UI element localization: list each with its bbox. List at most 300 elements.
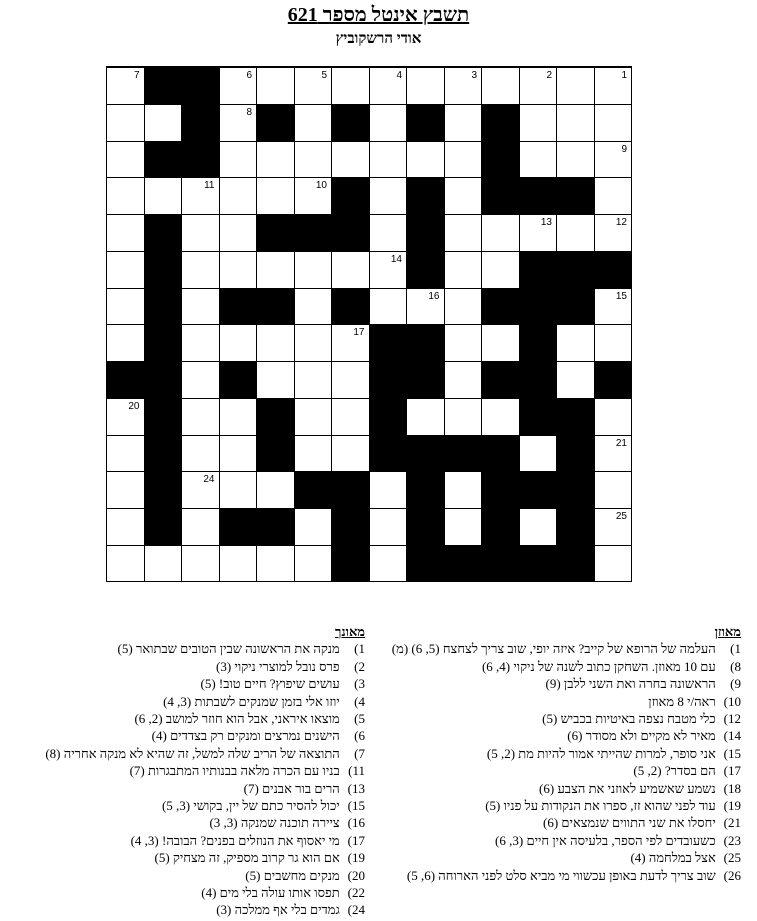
grid-cell[interactable] bbox=[219, 398, 257, 435]
grid-cell[interactable] bbox=[106, 141, 144, 178]
grid-cell[interactable] bbox=[594, 67, 632, 104]
grid-cell[interactable] bbox=[294, 508, 332, 545]
grid-cell[interactable] bbox=[331, 324, 369, 361]
grid-cell[interactable] bbox=[406, 67, 444, 104]
grid-cell[interactable] bbox=[444, 104, 482, 141]
black-cell bbox=[481, 508, 519, 545]
black-cell bbox=[256, 435, 294, 472]
clue-number: 19) bbox=[347, 850, 365, 866]
clue-number: 17) bbox=[723, 763, 741, 779]
clue-text: יוזו אלי בזמן שמנקים לשבתות (3, 4) bbox=[163, 693, 340, 709]
black-cell bbox=[331, 104, 369, 141]
grid-cell[interactable] bbox=[294, 141, 332, 178]
down-heading: מאונך bbox=[335, 624, 365, 639]
grid-cell[interactable] bbox=[594, 435, 632, 472]
clue-number: 10) bbox=[723, 693, 741, 709]
black-cell bbox=[369, 324, 407, 361]
black-cell bbox=[294, 214, 332, 251]
clue-text: מנקים מחשבים (5) bbox=[245, 867, 340, 883]
grid-cell[interactable] bbox=[369, 67, 407, 104]
black-cell bbox=[181, 104, 219, 141]
grid-cell[interactable] bbox=[444, 361, 482, 398]
cell-number: 20 bbox=[128, 400, 140, 412]
grid-cell[interactable] bbox=[369, 471, 407, 508]
black-cell bbox=[144, 288, 182, 325]
grid-cell[interactable] bbox=[106, 214, 144, 251]
clue-number: 7) bbox=[354, 745, 365, 761]
black-cell bbox=[331, 288, 369, 325]
clue-number: 13) bbox=[347, 780, 365, 796]
clue-number: 23) bbox=[723, 832, 741, 848]
across-heading: מאוזן bbox=[714, 624, 741, 639]
black-cell bbox=[369, 435, 407, 472]
grid-cell[interactable] bbox=[444, 251, 482, 288]
black-cell bbox=[556, 435, 594, 472]
clue-text: נשמע שאשמיע לאוזני את הצבע (6) bbox=[539, 780, 716, 796]
across-clue bbox=[361, 745, 741, 762]
black-cell bbox=[256, 508, 294, 545]
grid-cell[interactable] bbox=[181, 288, 219, 325]
clue-text: כשעובדים לפי הספר, בלעיסה אין חיים (3, 6) bbox=[495, 832, 716, 848]
grid-cell[interactable] bbox=[369, 177, 407, 214]
grid-cell[interactable] bbox=[256, 141, 294, 178]
grid-cell[interactable] bbox=[444, 398, 482, 435]
grid-cell[interactable] bbox=[444, 177, 482, 214]
grid-cell[interactable] bbox=[444, 508, 482, 545]
black-cell bbox=[519, 545, 557, 582]
grid-cell[interactable] bbox=[369, 508, 407, 545]
black-cell bbox=[481, 471, 519, 508]
down-clue bbox=[5, 675, 365, 692]
grid-cell[interactable] bbox=[181, 214, 219, 251]
black-cell bbox=[144, 214, 182, 251]
clue-number: 22) bbox=[347, 885, 365, 901]
across-clue bbox=[361, 780, 741, 797]
grid-cell[interactable] bbox=[406, 398, 444, 435]
black-cell bbox=[481, 435, 519, 472]
grid-cell[interactable] bbox=[406, 141, 444, 178]
grid-cell[interactable] bbox=[106, 398, 144, 435]
black-cell bbox=[181, 141, 219, 178]
clue-number: 1) bbox=[730, 641, 741, 657]
grid-cell[interactable] bbox=[256, 251, 294, 288]
black-cell bbox=[331, 214, 369, 251]
grid-cell[interactable] bbox=[556, 361, 594, 398]
black-cell bbox=[519, 288, 557, 325]
clue-number: 2) bbox=[354, 658, 365, 674]
black-cell bbox=[519, 177, 557, 214]
clue-text: תפסו אותו עולה בלי מים (4) bbox=[201, 885, 340, 901]
grid-cell[interactable] bbox=[219, 177, 257, 214]
grid-cell[interactable] bbox=[444, 324, 482, 361]
cell-number: 7 bbox=[133, 70, 140, 81]
grid-cell[interactable] bbox=[106, 67, 144, 104]
black-cell bbox=[519, 471, 557, 508]
black-cell bbox=[144, 398, 182, 435]
grid-cell[interactable] bbox=[369, 141, 407, 178]
cell-number: 13 bbox=[540, 217, 552, 228]
grid-cell[interactable] bbox=[594, 324, 632, 361]
across-clue bbox=[361, 640, 741, 657]
black-cell bbox=[144, 508, 182, 545]
clue-number: 4) bbox=[354, 693, 365, 709]
black-cell bbox=[144, 324, 182, 361]
black-cell bbox=[219, 508, 257, 545]
black-cell bbox=[331, 177, 369, 214]
down-clue-list bbox=[5, 640, 365, 919]
grid-cell[interactable] bbox=[331, 251, 369, 288]
cell-number: 10 bbox=[315, 180, 327, 192]
cell-number: 23 bbox=[428, 474, 440, 486]
grid-cell[interactable] bbox=[519, 141, 557, 178]
black-cell bbox=[444, 435, 482, 472]
grid-cell[interactable] bbox=[369, 104, 407, 141]
black-cell bbox=[331, 471, 369, 508]
grid-cell[interactable] bbox=[294, 361, 332, 398]
grid-cell[interactable] bbox=[106, 471, 144, 508]
down-clue bbox=[5, 693, 365, 710]
clue-text: הראשונה בחרה ואת השני ללבן (9) bbox=[545, 676, 716, 692]
clue-text: בניו עם הכרה מלאה בבנותיו המתבגרות (7) bbox=[129, 763, 340, 779]
grid-cell[interactable] bbox=[144, 545, 182, 582]
down-clue bbox=[5, 832, 365, 849]
grid-cell[interactable] bbox=[256, 177, 294, 214]
black-cell bbox=[406, 508, 444, 545]
clue-text: יחסלו את שני התווים שנמצאים (6) bbox=[543, 815, 716, 831]
grid-cell[interactable] bbox=[294, 324, 332, 361]
grid-cell[interactable] bbox=[294, 177, 332, 214]
black-cell bbox=[106, 361, 144, 398]
grid-cell[interactable] bbox=[594, 177, 632, 214]
clue-text: אני סופר, למרות שהייתי אמור להיות מת (2, 5) bbox=[486, 745, 716, 761]
black-cell bbox=[256, 214, 294, 251]
clue-number: 20) bbox=[347, 867, 365, 883]
cell-number: 6 bbox=[246, 70, 252, 81]
clue-text: הישנים נמרצים ומנקים רק בצדדים (4) bbox=[151, 728, 340, 744]
across-clue bbox=[361, 762, 741, 779]
grid-cell[interactable] bbox=[444, 67, 482, 104]
grid-cell[interactable] bbox=[556, 67, 594, 104]
cell-number: 16 bbox=[428, 290, 440, 302]
grid-cell[interactable] bbox=[519, 508, 557, 545]
down-clue bbox=[5, 814, 365, 831]
across-clue bbox=[361, 797, 741, 814]
cell-number: 19 bbox=[278, 400, 290, 412]
black-cell bbox=[481, 141, 519, 178]
clue-text: הרים בור אבנים (7) bbox=[243, 780, 340, 796]
black-cell bbox=[519, 361, 557, 398]
grid-cell[interactable] bbox=[181, 361, 219, 398]
grid-cell[interactable] bbox=[256, 471, 294, 508]
clue-number: 14) bbox=[723, 728, 741, 744]
grid-cell[interactable] bbox=[444, 214, 482, 251]
down-clue bbox=[5, 727, 365, 744]
grid-cell[interactable] bbox=[294, 104, 332, 141]
down-clue bbox=[5, 884, 365, 901]
clue-number: 18) bbox=[723, 780, 741, 796]
clue-number: 11) bbox=[348, 763, 365, 779]
black-cell bbox=[219, 361, 257, 398]
down-clue bbox=[5, 780, 365, 797]
grid-cell[interactable] bbox=[181, 435, 219, 472]
clue-text: שוב צריך לדעת באופן עכשווי מי מביא סלט לפני הארוחה (6, 5) bbox=[406, 867, 716, 883]
grid-cell[interactable] bbox=[331, 361, 369, 398]
across-clue-list bbox=[361, 640, 741, 884]
grid-cell[interactable] bbox=[181, 324, 219, 361]
grid-cell[interactable] bbox=[256, 545, 294, 582]
grid-cell[interactable] bbox=[106, 324, 144, 361]
clue-text: התוצאה של הריב שלה למשל, זה שהיא לא מנקה אחריה (8) bbox=[45, 745, 340, 761]
clue-number: 5) bbox=[354, 711, 365, 727]
clue-number: 21) bbox=[723, 815, 741, 831]
cell-number: 14 bbox=[390, 253, 402, 265]
black-cell bbox=[519, 398, 557, 435]
grid-cell[interactable] bbox=[594, 104, 632, 141]
grid-cell[interactable] bbox=[556, 141, 594, 178]
grid-cell[interactable] bbox=[144, 177, 182, 214]
black-cell bbox=[481, 288, 519, 325]
across-clues bbox=[361, 623, 741, 884]
clue-text: עוד לפני שהוא זז, ספרו את הנקודות על פניו (5) bbox=[485, 798, 716, 814]
grid-cell[interactable] bbox=[106, 104, 144, 141]
clue-text: מי יאסוף את הנוזלים בפנים? הבובה! (3, 4) bbox=[130, 832, 340, 848]
cell-number: 11 bbox=[204, 180, 215, 192]
grid-cell[interactable] bbox=[219, 67, 257, 104]
grid-cell[interactable] bbox=[481, 251, 519, 288]
black-cell bbox=[556, 398, 594, 435]
grid-cell[interactable] bbox=[181, 177, 219, 214]
grid-cell[interactable] bbox=[106, 545, 144, 582]
black-cell bbox=[181, 67, 219, 104]
cell-number: 5 bbox=[321, 70, 327, 81]
clue-number: 26) bbox=[723, 867, 741, 883]
clue-text: העלמה של הרופא של קייב? איזה יופי, שוב צריך לצחצח (5, 6) (מ) bbox=[391, 641, 716, 657]
clue-number: 15) bbox=[723, 745, 741, 761]
cell-number: 8 bbox=[246, 106, 252, 118]
black-cell bbox=[219, 288, 257, 325]
black-cell bbox=[556, 545, 594, 582]
clue-text: מאיר לא מקיים ולא מסודר (6) bbox=[567, 728, 716, 744]
grid-cell[interactable] bbox=[594, 141, 632, 178]
black-cell bbox=[256, 398, 294, 435]
grid-cell[interactable] bbox=[331, 435, 369, 472]
grid-cell[interactable] bbox=[594, 545, 632, 582]
clue-text: אם הוא גר קרוב מספיק, זה מצחיק (5) bbox=[154, 850, 340, 866]
clue-number: 19) bbox=[723, 798, 741, 814]
cell-number: 22 bbox=[503, 437, 515, 449]
grid-cell[interactable] bbox=[294, 288, 332, 325]
down-clue bbox=[5, 710, 365, 727]
clue-number: 25) bbox=[723, 850, 741, 866]
cell-number: 24 bbox=[203, 474, 215, 486]
black-cell bbox=[594, 251, 632, 288]
black-cell bbox=[294, 471, 332, 508]
black-cell bbox=[519, 324, 557, 361]
black-cell bbox=[556, 288, 594, 325]
grid-cell[interactable] bbox=[444, 471, 482, 508]
clue-number: 12) bbox=[723, 711, 741, 727]
black-cell bbox=[481, 177, 519, 214]
across-clue bbox=[361, 675, 741, 692]
cell-number: 18 bbox=[540, 364, 552, 375]
grid-cell[interactable] bbox=[594, 398, 632, 435]
clue-number: 15) bbox=[347, 798, 365, 814]
cell-number: 3 bbox=[471, 70, 477, 81]
puzzle-title: תשבץ אינטל מספר 621 bbox=[287, 4, 470, 26]
black-cell bbox=[594, 361, 632, 398]
grid-cell[interactable] bbox=[444, 288, 482, 325]
grid-cell[interactable] bbox=[369, 214, 407, 251]
grid-cell[interactable] bbox=[481, 67, 519, 104]
grid-cell[interactable] bbox=[294, 67, 332, 104]
grid-cell[interactable] bbox=[519, 214, 557, 251]
clue-text: גמדים בלי אף ממלכה (3) bbox=[216, 902, 340, 918]
grid-cell[interactable] bbox=[594, 508, 632, 545]
cell-number: 21 bbox=[615, 437, 627, 449]
clue-text: ראה/י 8 מאוזן bbox=[648, 693, 716, 709]
black-cell bbox=[406, 324, 444, 361]
grid-cell[interactable] bbox=[294, 251, 332, 288]
across-clue bbox=[361, 814, 741, 831]
grid-cell[interactable] bbox=[519, 435, 557, 472]
black-cell bbox=[556, 251, 594, 288]
grid-cell[interactable] bbox=[181, 251, 219, 288]
grid-cell[interactable] bbox=[256, 67, 294, 104]
cell-number: 1 bbox=[621, 70, 627, 81]
clue-number: 1) bbox=[354, 641, 365, 657]
grid-cell[interactable] bbox=[406, 288, 444, 325]
grid-cell[interactable] bbox=[369, 288, 407, 325]
cell-number: 4 bbox=[396, 70, 402, 81]
clue-text: עם 10 מאוזן. השחקן כתוב לשנה של ניקוי (4, 6) bbox=[481, 658, 716, 674]
down-clue bbox=[5, 867, 365, 884]
cell-number: 17 bbox=[353, 327, 365, 339]
black-cell bbox=[406, 177, 444, 214]
grid-cell[interactable] bbox=[444, 141, 482, 178]
grid-cell[interactable] bbox=[106, 251, 144, 288]
grid-cell[interactable] bbox=[594, 288, 632, 325]
grid-cell[interactable] bbox=[219, 471, 257, 508]
clue-number: 8) bbox=[730, 658, 741, 674]
black-cell bbox=[556, 508, 594, 545]
clue-number: 17) bbox=[347, 832, 365, 848]
clue-text: כלי מטבח נצפה באיטיות בכביש (5) bbox=[542, 711, 716, 727]
grid-cell[interactable] bbox=[181, 545, 219, 582]
across-clue bbox=[361, 832, 741, 849]
black-cell bbox=[406, 361, 444, 398]
down-clue bbox=[5, 658, 365, 675]
across-clue bbox=[361, 710, 741, 727]
black-cell bbox=[369, 361, 407, 398]
grid-cell[interactable] bbox=[331, 141, 369, 178]
clue-number: 24) bbox=[347, 902, 365, 918]
grid-cell[interactable] bbox=[181, 508, 219, 545]
black-cell bbox=[144, 471, 182, 508]
black-cell bbox=[256, 104, 294, 141]
grid-cell[interactable] bbox=[144, 104, 182, 141]
cell-number: 2 bbox=[546, 70, 552, 81]
clue-text: ציירה תוכנה שמנקה (3, 3) bbox=[209, 815, 340, 831]
black-cell bbox=[519, 251, 557, 288]
grid-cell[interactable] bbox=[181, 398, 219, 435]
grid-cell[interactable] bbox=[294, 435, 332, 472]
black-cell bbox=[144, 67, 182, 104]
clue-text: אצל במלחמה (4) bbox=[630, 850, 716, 866]
grid-cell[interactable] bbox=[519, 104, 557, 141]
across-clue bbox=[361, 658, 741, 675]
black-cell bbox=[144, 141, 182, 178]
down-clue bbox=[5, 762, 365, 779]
cell-number: 12 bbox=[615, 217, 627, 228]
down-clue bbox=[5, 797, 365, 814]
grid-cell[interactable] bbox=[256, 361, 294, 398]
grid-cell[interactable] bbox=[519, 67, 557, 104]
grid-cell[interactable] bbox=[219, 545, 257, 582]
clue-text: יכול להסיר כתם של יין, בקושי (3, 5) bbox=[161, 798, 340, 814]
grid-cell[interactable] bbox=[331, 398, 369, 435]
grid-cell[interactable] bbox=[256, 324, 294, 361]
grid-cell[interactable] bbox=[219, 435, 257, 472]
crossword-grid bbox=[106, 66, 632, 582]
grid-cell[interactable] bbox=[294, 545, 332, 582]
grid-cell[interactable] bbox=[481, 398, 519, 435]
grid-cell[interactable] bbox=[219, 141, 257, 178]
grid-cell[interactable] bbox=[219, 104, 257, 141]
grid-cell[interactable] bbox=[331, 67, 369, 104]
down-clue bbox=[5, 745, 365, 762]
clue-text: מנקה את הראשונה שבין הטובים שבתואר (5) bbox=[117, 641, 340, 657]
grid-cell[interactable] bbox=[481, 214, 519, 251]
cell-number: 9 bbox=[621, 143, 627, 155]
grid-cell[interactable] bbox=[106, 435, 144, 472]
black-cell bbox=[144, 361, 182, 398]
grid-cell[interactable] bbox=[294, 398, 332, 435]
grid-cell[interactable] bbox=[219, 324, 257, 361]
grid-cell[interactable] bbox=[181, 471, 219, 508]
black-cell bbox=[256, 288, 294, 325]
grid-cell[interactable] bbox=[106, 177, 144, 214]
grid-cell[interactable] bbox=[369, 251, 407, 288]
grid-cell[interactable] bbox=[556, 214, 594, 251]
grid-cell[interactable] bbox=[556, 104, 594, 141]
black-cell bbox=[556, 471, 594, 508]
grid-cell[interactable] bbox=[219, 214, 257, 251]
across-clue bbox=[361, 693, 741, 710]
grid-cell[interactable] bbox=[219, 251, 257, 288]
clue-text: עושים שיפוץ? חיים טוב! (5) bbox=[200, 676, 340, 692]
cell-number: 26 bbox=[503, 547, 515, 559]
grid-cell[interactable] bbox=[594, 214, 632, 251]
grid-cell[interactable] bbox=[106, 288, 144, 325]
across-clue bbox=[361, 727, 741, 744]
cell-number: 25 bbox=[615, 511, 627, 522]
clue-text: הם בסדר? (2, 5) bbox=[633, 763, 716, 779]
grid-cell[interactable] bbox=[106, 508, 144, 545]
black-cell bbox=[406, 104, 444, 141]
black-cell bbox=[406, 471, 444, 508]
across-clue bbox=[361, 849, 741, 866]
clue-number: 9) bbox=[730, 676, 741, 692]
grid-cell[interactable] bbox=[594, 471, 632, 508]
black-cell bbox=[331, 545, 369, 582]
grid-cell[interactable] bbox=[481, 324, 519, 361]
cell-number: 15 bbox=[615, 290, 627, 302]
clue-number: 16) bbox=[347, 815, 365, 831]
down-clue bbox=[5, 640, 365, 657]
grid-cell[interactable] bbox=[369, 545, 407, 582]
grid-cell[interactable] bbox=[556, 324, 594, 361]
black-cell bbox=[556, 177, 594, 214]
